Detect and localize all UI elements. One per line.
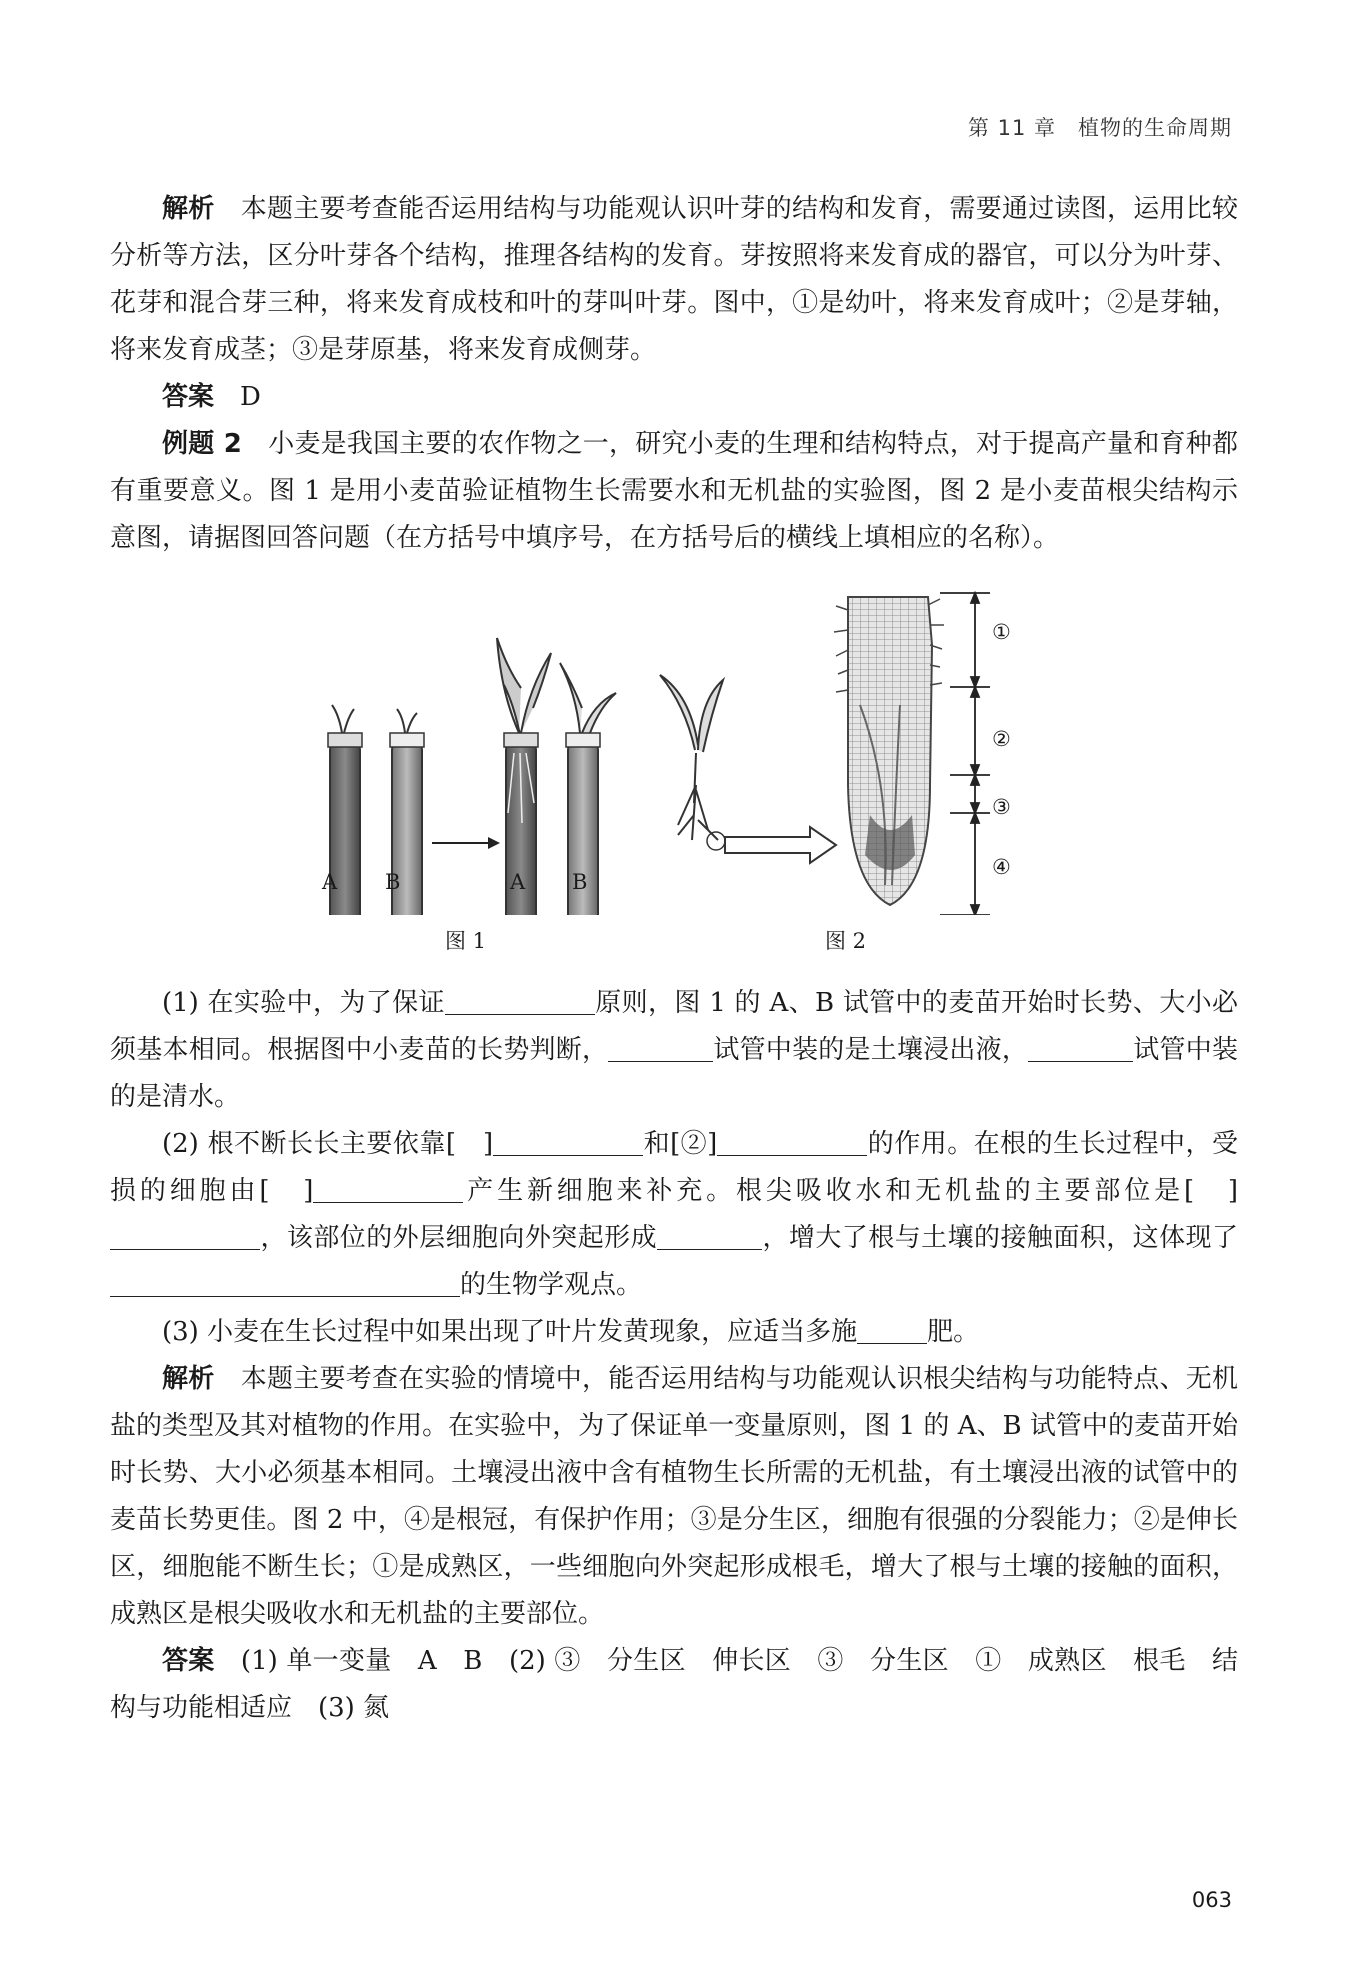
region-label-2: ② — [992, 727, 1011, 751]
region-scale — [940, 593, 990, 915]
q1-text-a: (1) 在实验中，为了保证 — [162, 988, 445, 1018]
q3-text-b: 肥。 — [927, 1317, 980, 1347]
q2-text-e: ，该部位的外层细胞向外突起形成 — [260, 1223, 658, 1253]
region-label-3: ③ — [992, 795, 1011, 819]
figure-illustrations — [300, 585, 1060, 915]
q3-text-a: (3) 小麦在生长过程中如果出现了叶片发黄现象，应适当多施 — [162, 1317, 858, 1347]
analysis-1-text: 本题主要考查能否运用结构与功能观认识叶芽的结构和发育，需要通过读图，运用比较分析等方法，区分叶芽各个结构，推理各结构的发育。芽按照将来发育成的器官，可以分为叶芽、花芽和混合芽三种，将来发育成枝和叶的芽叫叶芽。图中，①是幼叶，将来发育成叶；②是芽轴，将来发育成茎；③是芽原基，将来发育成侧芽。 — [110, 194, 1238, 365]
q3-blank-1[interactable] — [857, 1313, 927, 1344]
arrow-icon — [488, 837, 500, 849]
answer-1 — [110, 374, 1238, 421]
analysis-2 — [110, 1356, 1238, 1638]
lower-text — [110, 980, 1238, 1732]
analysis-2-text: 本题主要考查在实验的情境中，能否运用结构与功能观认识根尖结构与功能特点、无机盐的类型及其对植物的作用。在实验中，为了保证单一变量原则，图 1 的 A、B 试管中的麦苗开始时长势、大小必须基本相同。土壤浸出液中含有植物生长所需的无机盐，有土壤浸出液的试管中的麦苗长势更佳。图 2 中，④是根冠，有保护作用；③是分生区，细胞有很强的分裂能力；②是伸长区，细胞能不断生长；①是成熟区，一些细胞向外突起形成根毛，增大了根与土壤的接触的面积，成熟区是根尖吸收水和无机盐的主要部位。 — [110, 1364, 1238, 1629]
q1-text-b: 原则，图 1 的 A、B 试管中的麦苗开始时长势、大小必须基本相同。根据图中小麦苗的长势判断， — [110, 988, 1238, 1065]
answer-1-text: D — [214, 382, 261, 412]
q2-text-d: 产生新细胞来补充。根尖吸收水和无机盐的主要部位是[ ] — [463, 1176, 1238, 1206]
q1-blank-3[interactable] — [1028, 1031, 1133, 1062]
q2-text-g: 的生物学观点。 — [460, 1270, 643, 1300]
page-number: 063 — [1191, 1888, 1232, 1912]
tube-label-a2: A — [510, 870, 526, 894]
q1-text-d: 试管中装的是清水。 — [110, 1035, 1238, 1112]
chapter-header: 第 11 章 植物的生命周期 — [967, 116, 1232, 140]
q2-blank-3[interactable] — [313, 1172, 463, 1203]
hollow-arrow-icon — [725, 827, 836, 863]
answer-2-label: 答案 — [162, 1646, 215, 1676]
example-2-text: 小麦是我国主要的农作物之一，研究小麦的生理和结构特点，对于提高产量和育种都有重要意义。图 1 是用小麦苗验证植物生长需要水和无机盐的实验图，图 2 是小麦苗根尖结构示意图，请据图回答问题（在方括号中填序号，在方括号后的横线上填相应的名称）。 — [110, 429, 1238, 553]
q2-blank-6[interactable] — [110, 1266, 460, 1297]
example-2-label: 例题 2 — [162, 429, 242, 459]
q2-blank-2[interactable] — [717, 1125, 867, 1156]
question-2 — [110, 1121, 1238, 1309]
q2-text-a: (2) 根不断长长主要依靠[ ] — [162, 1129, 494, 1159]
question-3 — [110, 1309, 1238, 1356]
q2-text-b: 和[②] — [643, 1129, 718, 1159]
analysis-1-label: 解析 — [162, 194, 215, 224]
tube-b-after — [560, 663, 616, 915]
example-2 — [110, 421, 1238, 562]
tube-label-b1: B — [385, 870, 401, 894]
answer-2 — [110, 1638, 1238, 1732]
question-1 — [110, 980, 1238, 1121]
tube-label-b2: B — [572, 870, 588, 894]
q2-blank-4[interactable] — [110, 1219, 260, 1250]
q2-text-c: 的作用。在根的生长过程中，受损的细胞由[ ] — [110, 1129, 1238, 1206]
region-label-4: ④ — [992, 855, 1011, 879]
figure-2-drawing — [660, 593, 990, 915]
analysis-1 — [110, 186, 1238, 374]
q1-blank-2[interactable] — [608, 1031, 713, 1062]
answer-2-text: (1) 单一变量 A B (2) ③ 分生区 伸长区 ③ 分生区 ① 成熟区 根毛 结构与功能相适应 (3) 氮 — [110, 1646, 1238, 1723]
answer-1-label: 答案 — [162, 382, 215, 412]
q2-blank-5[interactable] — [657, 1219, 762, 1250]
q1-text-c: 试管中装的是土壤浸出液， — [713, 1035, 1029, 1065]
q1-blank-1[interactable] — [445, 984, 595, 1015]
figure-1-caption: 图 1 — [445, 929, 487, 953]
figure-2-caption: 图 2 — [825, 929, 867, 953]
region-label-1: ① — [992, 620, 1011, 644]
q2-blank-1[interactable] — [493, 1125, 643, 1156]
upper-text — [110, 186, 1238, 562]
q2-text-f: ，增大了根与土壤的接触面积，这体现了 — [762, 1223, 1238, 1253]
analysis-2-label: 解析 — [162, 1364, 215, 1394]
tube-label-a1: A — [322, 870, 338, 894]
figures — [300, 585, 1060, 965]
